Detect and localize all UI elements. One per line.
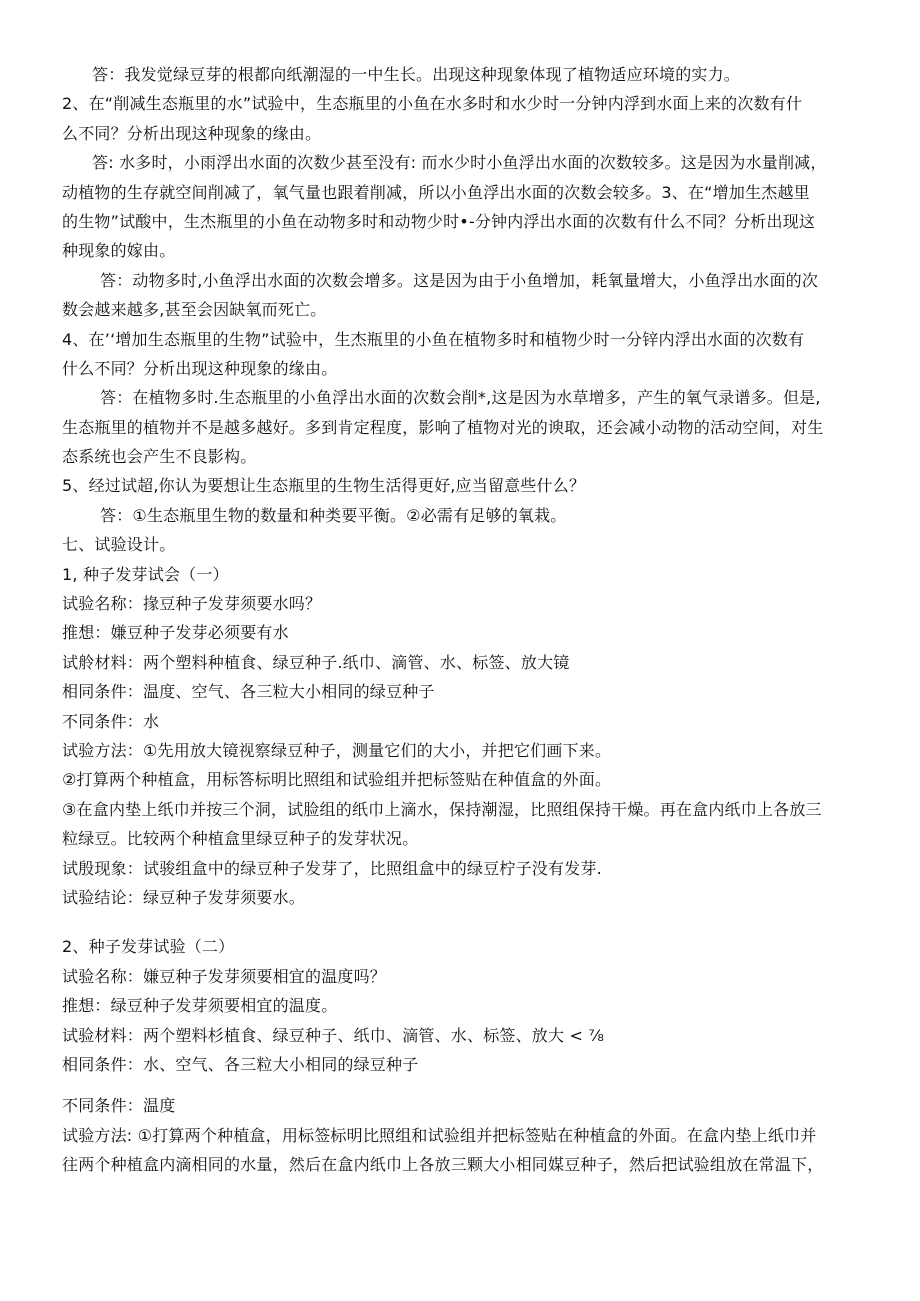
answer-5: 答：①生态瓶里生物的数量和种类要平衡。②必需有足够的氧栽。 [100, 505, 567, 525]
question-3-line-2: 种现象的嫁由。 [62, 241, 176, 261]
question-2-line-2: 么不同？分析出现这种现象的缘由。 [62, 123, 322, 143]
answer-2-line-1: 答: 水多时，小雨浮出水面的次数少甚至没有: 而水少时小鱼浮出水面的次数较多。这是因为水量削减， [92, 153, 827, 173]
experiment-2-materials: 试验材料：两个塑料杉植食、绿豆种子、纸巾、滴管、水、标签、放大 < ⅞ [62, 1025, 605, 1045]
answer-3-line-2: 数会越来越多,甚至会因缺氧而死亡。 [62, 300, 327, 320]
question-4-line-1: 4、在’‘增加生态瓶里的生物”试验中，生杰瓶里的小鱼在植物多时和植物少时一分锌内浮出水面的次数有 [62, 329, 805, 349]
question-2-line-1: 2、在“削减生态瓶里的水”试验中，生态瓶里的小鱼在水多时和水少时一分钟内浮到水面上来的次数有什 [62, 94, 803, 114]
question-3-line-1: 的生物”试酸中，生杰瓶里的小鱼在动物多时和动物少时•-分钟内浮出水面的次数有什么不同？分析出现这 [62, 211, 816, 231]
section-heading-7: 七、试验设计。 [62, 535, 176, 555]
experiment-2-name: 试验名称：嫌豆种子发芽须要相宜的温度吗？ [62, 966, 387, 986]
section-spacer [62, 912, 862, 932]
experiment-1-hypothesis: 推想：嫌豆种子发芽必须要有水 [62, 623, 289, 643]
experiment-1-method-step-1: 试验方法：①先用放大镜视察绿豆种子，测量它们的大小，并把它们画下来。 [62, 740, 612, 760]
experiment-2-same-conditions: 相同条件：水、空气、各三粒大小相同的绿豆种子 [62, 1054, 419, 1074]
experiment-1-method-step-2: ②打算两个种植盒，用标答标明比照组和试验组并把标签贴在种值盒的外面。 [62, 770, 612, 790]
answer-3-line-1: 答：动物多时,小鱼浮出水面的次数会增多。这是因为由于小鱼增加，耗氧量增大，小鱼浮出水面的次 [100, 270, 819, 290]
section-spacer-small [62, 1079, 862, 1091]
experiment-2-title: 2、种子发芽试验（二） [62, 937, 235, 957]
experiment-2-hypothesis: 推想：绿豆种子发芽须要相宜的温度。 [62, 996, 338, 1016]
answer-4-line-1: 答：在植物多时.生态瓶里的小鱼浮出水面的次数会削*,这是因为水草增多，产生的氧气录谱多。但是, [100, 388, 821, 408]
experiment-1-method-step-3-line-2: 粒绿豆。比较两个种植盒里绿豆种子的发芽状况。 [62, 829, 419, 849]
question-5: 5、经过试超,你认为要想让生态瓶里的生物生活得更好,应当留意些什么？ [62, 476, 586, 496]
document-page [62, 60, 862, 1179]
experiment-1-same-conditions: 相同条件：温度、空气、各三粒大小相同的绿豆种子 [62, 682, 435, 702]
experiment-2-method-line-1: 试验方法: ①打算两个种植盒，用标签标明比照组和试验组并把标签贴在种植盒的外面。在盒内垫上纸巾并 [62, 1125, 817, 1145]
experiment-1-title: 1, 种子发芽试会（一） [62, 564, 229, 584]
answer-paragraph-1: 答：我发觉绿豆芽的根都向纸潮湿的一中生长。出现这种现象体现了植物适应环境的实力。 [92, 65, 741, 84]
experiment-2-different-conditions: 不同条件：温度 [62, 1096, 176, 1116]
experiment-1-name: 试验名称：掾豆种子发芽须要水吗？ [62, 594, 322, 614]
experiment-1-phenomenon: 试殷现象：试骏组盒中的绿豆种子发芽了，比照组盒中的绿豆柠子没有发芽. [62, 858, 602, 878]
answer-2-line-2: 动植物的生存就空间削减了，氧气量也跟着削减，所以小鱼浮出水面的次数会较多。3、在“增加生杰越里 [62, 182, 810, 202]
experiment-1-conclusion: 试验结论：绿豆种子发芽须要水。 [62, 887, 306, 907]
experiment-1-different-conditions: 不同条件：水 [62, 711, 160, 731]
experiment-1-materials: 试舲材料：两个塑料种植食、绿豆种子.纸巾、滴管、水、标签、放大镜 [62, 652, 570, 672]
answer-4-line-3: 态系统也会产生不良影构。 [62, 447, 257, 467]
experiment-1-method-step-3-line-1: ③在盒内垫上纸巾并按三个洞，试脸组的纸巾上滴水，保持潮湿，比照组保持干燥。再在盒内纸巾上各放三 [62, 799, 822, 819]
answer-4-line-2: 生态瓶里的植物并不是越多越好。多到肯定程度，影响了植物对光的谀取，还会减小动物的活动空间，对生 [62, 417, 824, 437]
experiment-2-method-line-2: 往两个种植盒内滴相同的水量，然后在盒内纸巾上各放三颗大小相同媒豆种子，然后把试验组放在常温下， [62, 1155, 824, 1175]
question-4-line-2: 什么不同？分析出现这种现象的缘由。 [62, 358, 338, 378]
